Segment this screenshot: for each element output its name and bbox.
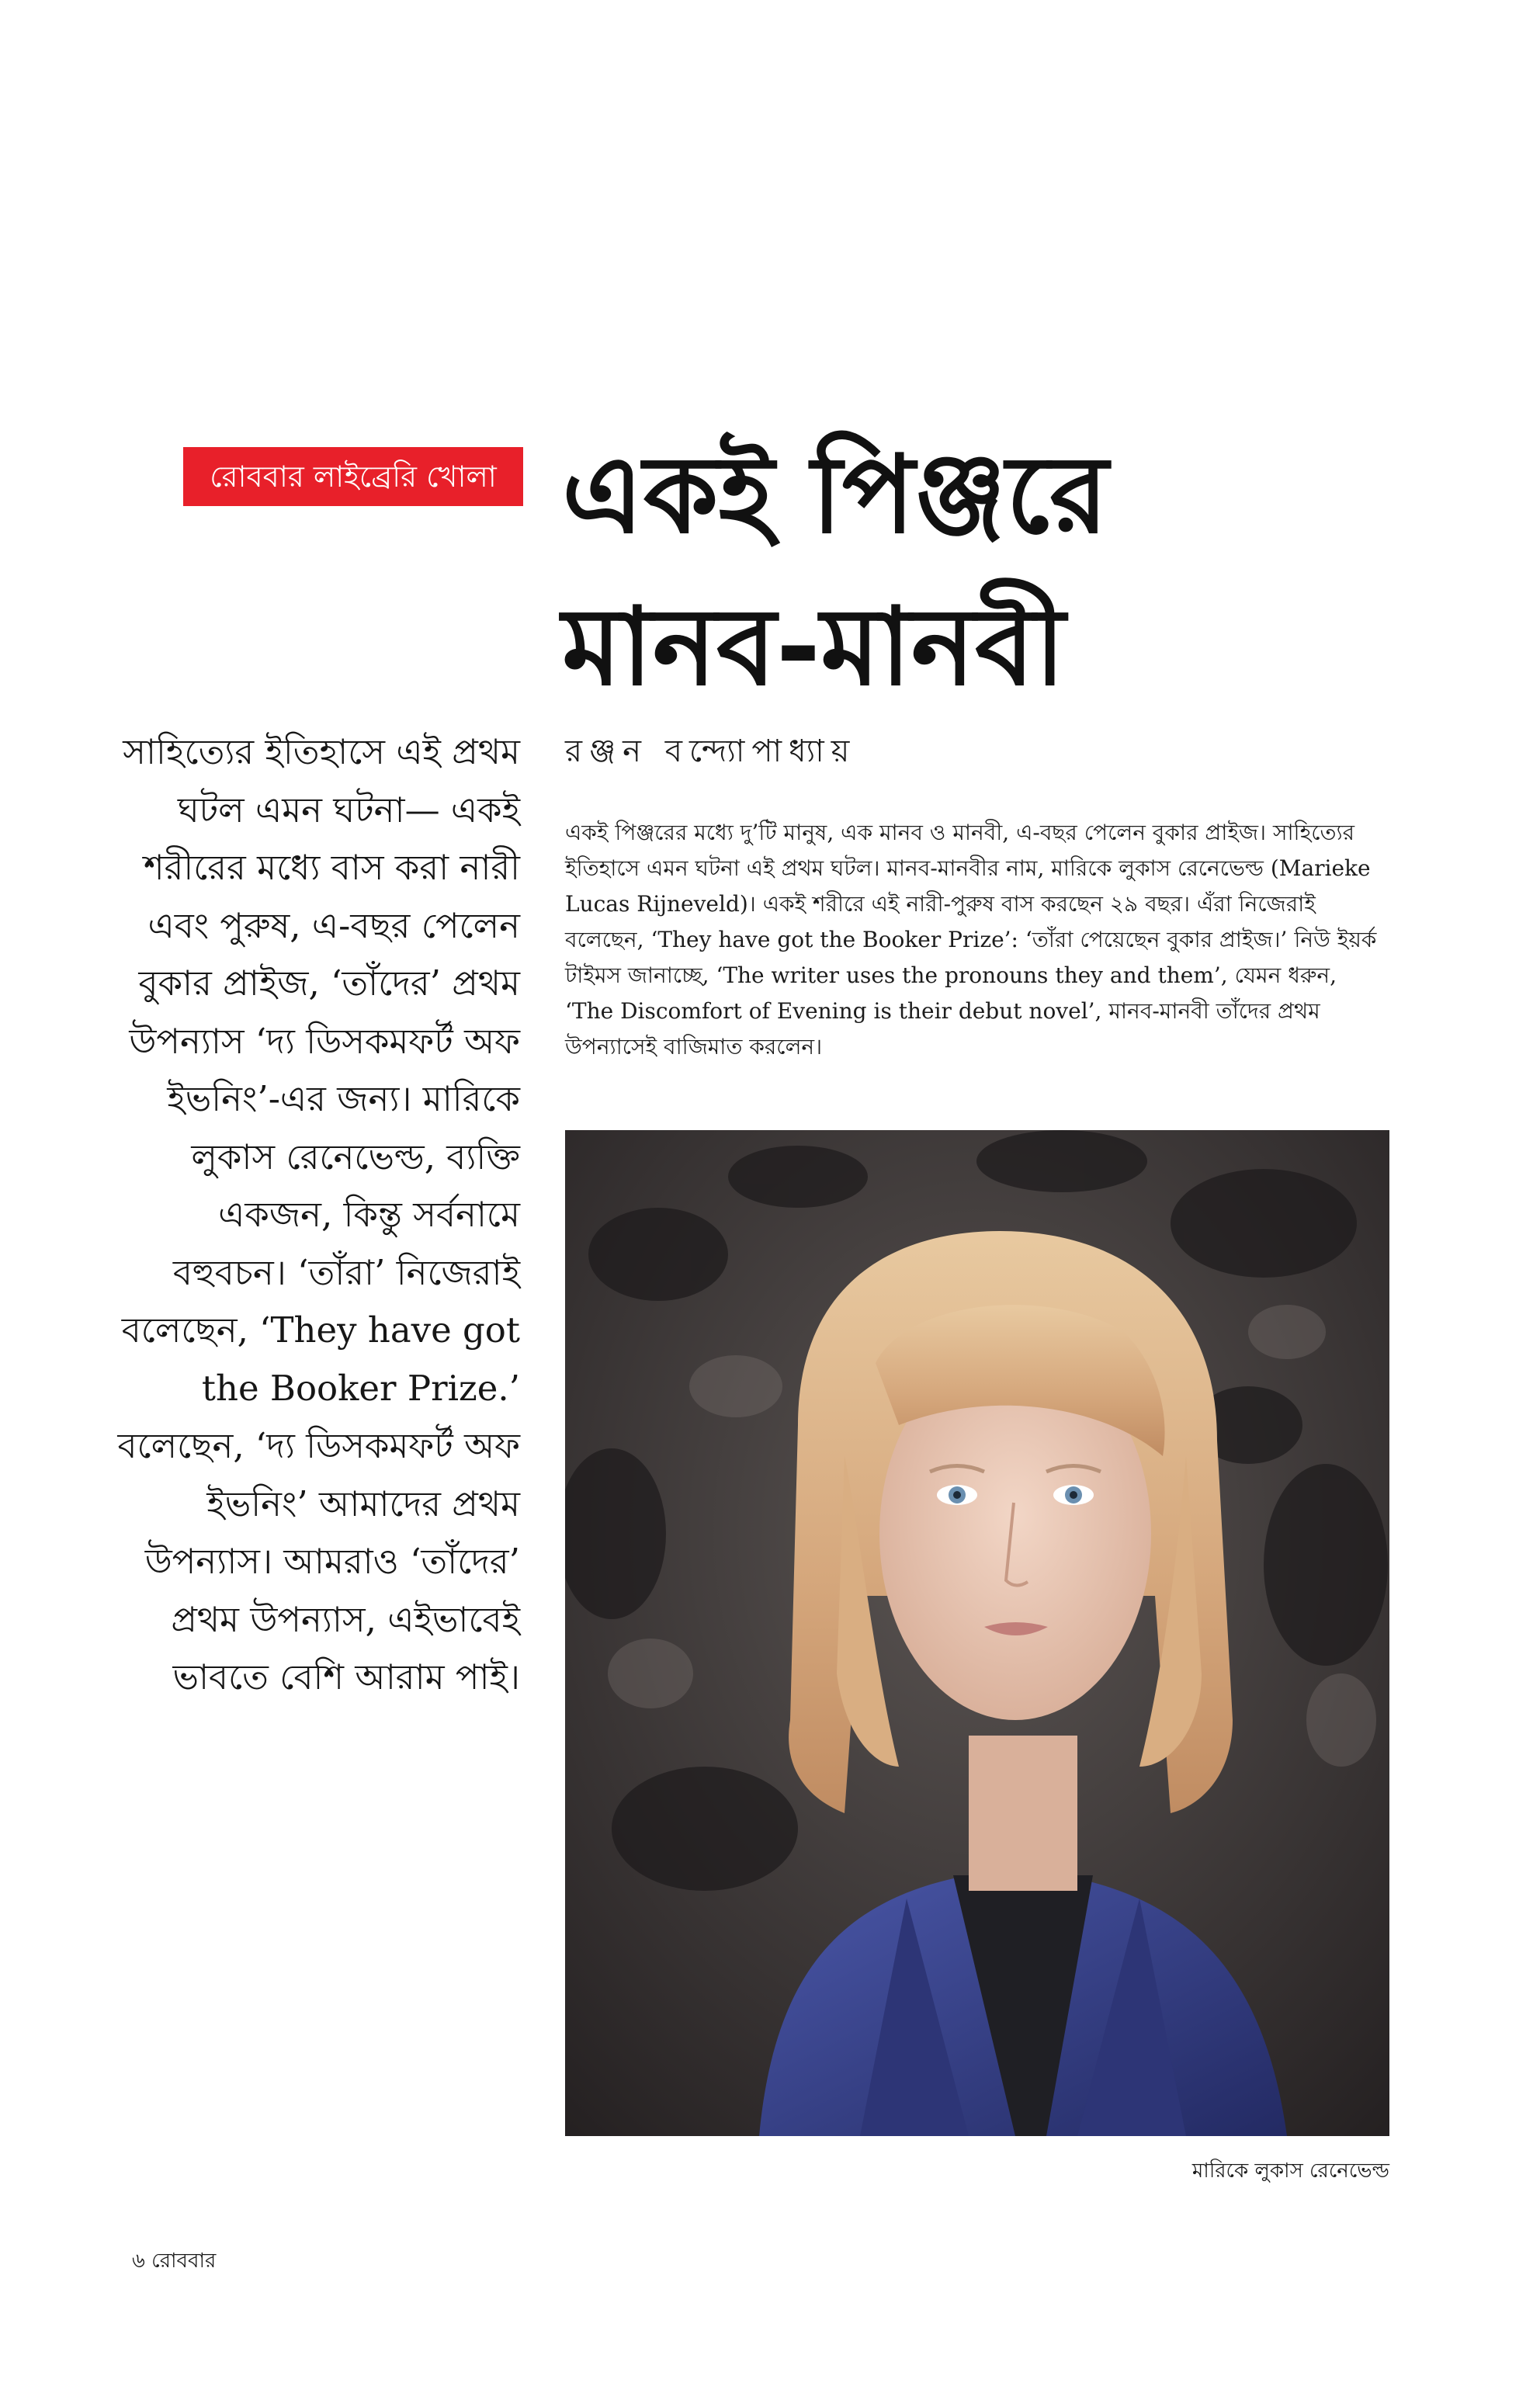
author-photo xyxy=(565,1130,1389,2136)
section-tag: রোববার লাইব্রেরি খোলা xyxy=(183,447,523,506)
byline: রঞ্জন বন্দ্যোপাধ্যায় xyxy=(565,734,857,769)
intro-paragraph: একই পিঞ্জরের মধ্যে দু’টি মানুষ, এক মানব ও মানবী, এ-বছর পেলেন বুকার প্রাইজ। সাহিত্যের ইতিহাসে এমন ঘটনা এই প্রথম ঘটল। মানব-মানবীর নাম, মারিকে লুকাস রেনেভেল্ড (Marieke Lucas Rijneveld)। একই শরীরে এই নারী-পুরুষ বাস করছেন ২৯ বছর। এঁরা নিজেরাই বলেছেন, ‘They have got the Booker Prize’: ‘তাঁরা পেয়েছেন বুকার প্রাইজ।’ নিউ ইয়র্ক টাইমস জানাচ্ছে, ‘The writer uses the pronouns they and them’, যেমন ধরুন, ‘The Discomfort of Evening is their debut novel’, মানব-মানবী তাঁদের প্রথম উপন্যাসেই বাজিমাত করলেন। xyxy=(565,820,1377,1060)
page-folio: ৬ রোববার xyxy=(132,2249,217,2273)
headline-line-1: একই পিঞ্জরে xyxy=(562,432,1108,557)
author-portrait-illustration xyxy=(565,1130,1389,2136)
pull-quote: সাহিত্যের ইতিহাসে এই প্রথম ঘটল এমন ঘটনা— একই শরীরের মধ্যে বাস করা নারী এবং পুরুষ, এ-বছর পেলেন বুকার প্রাইজ, ‘তাঁদের’ প্রথম উপন্যাস ‘দ্য ডিসকমফর্ট অফ ইভনিং’-এর জন্য। মারিকে লুকাস রেনেভেল্ড, ব্যক্তি একজন, কিন্তু সর্বনামে বহুবচন। ‘তাঁরা’ নিজেরাই বলেছেন, ‘They have got the Booker Prize.’ বলেছেন, ‘দ্য ডিসকমফর্ট অফ ইভনিং’ আমাদের প্রথম উপন্যাস। আমরাও ‘তাঁদের’ প্রথম উপন্যাস, এইভাবেই ভাবতে বেশি আরাম পাই। xyxy=(117,731,520,1698)
photo-caption: মারিকে লুকাস রেনেভেল্ড xyxy=(1191,2159,1389,2183)
headline-line-2: মানব-মানবী xyxy=(562,584,1066,709)
headline xyxy=(562,419,1261,723)
